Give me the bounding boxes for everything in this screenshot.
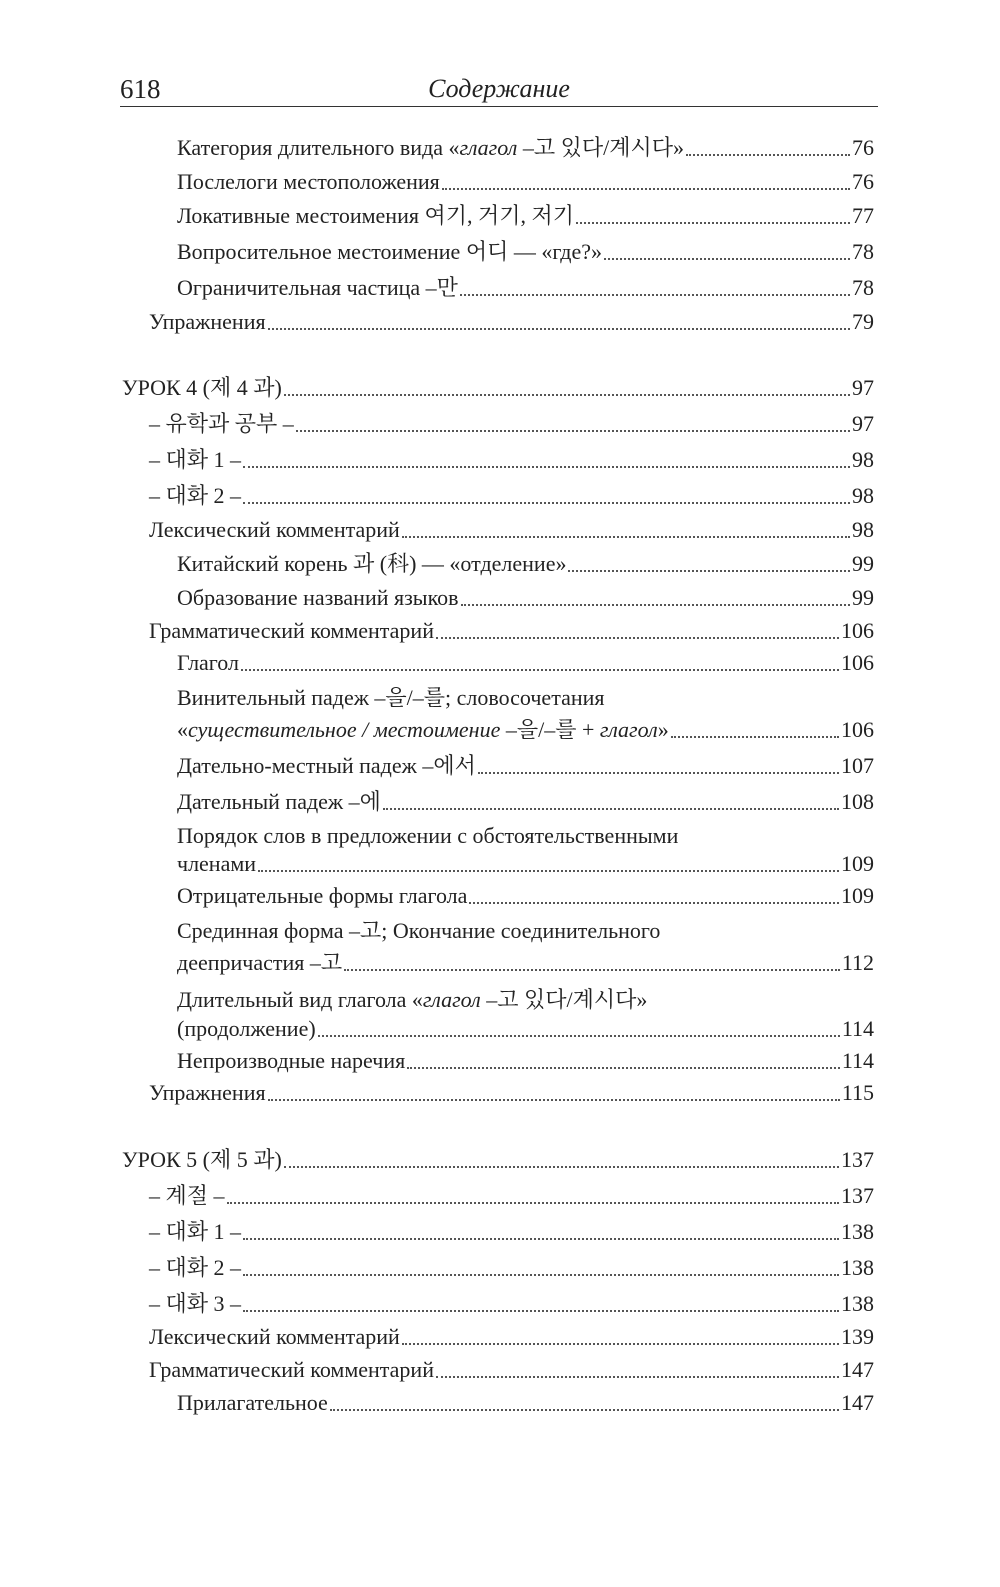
toc-entry-page: 78 <box>852 275 874 300</box>
toc-entry-title-line1[interactable]: Срединная форма –고; Окончание соединительного <box>177 918 661 943</box>
leader-dots <box>243 1309 839 1312</box>
toc-entry-page: 76 <box>852 169 874 194</box>
toc-entry-title: Вопросительное местоимение 어디 — «где?» <box>177 239 602 264</box>
toc-entry[interactable] <box>177 168 874 196</box>
leader-dots <box>227 1201 839 1204</box>
toc-entry-page: 109 <box>841 851 874 876</box>
toc-entry[interactable] <box>177 274 874 302</box>
leader-dots <box>284 1165 839 1168</box>
leader-dots <box>344 968 840 971</box>
toc-entry-title: Послелоги местоположения <box>177 169 440 194</box>
leader-dots <box>407 1066 840 1069</box>
toc-entry-page: 112 <box>841 950 874 975</box>
leader-dots <box>402 535 850 538</box>
toc-entry-page: 99 <box>852 585 874 610</box>
toc-entry-title: УРОК 5 (제 5 과) <box>122 1147 282 1172</box>
toc-entry-page: 79 <box>852 309 874 334</box>
leader-dots <box>461 603 850 606</box>
toc-entry-title-line1[interactable]: Порядок слов в предложении с обстоятельственными <box>177 823 679 848</box>
toc-entry-title: Китайский корень 과 (科) — «отделение» <box>177 551 567 576</box>
toc-entry-page: 76 <box>852 135 874 160</box>
toc-entry-title: членами <box>177 851 257 876</box>
toc-entry-title: Дательно-местный падеж –에서 <box>177 753 476 778</box>
toc-entry-page: 106 <box>841 717 874 742</box>
toc-entry-title-line1[interactable]: Длительный вид глагола «глагол –고 있다/계시다» <box>177 987 648 1012</box>
toc-entry-title: – 대화 3 – <box>149 1291 242 1316</box>
toc-entry-title: Прилагательное <box>177 1390 328 1415</box>
toc-entry-title: Упражнения <box>149 309 266 334</box>
toc-entry[interactable] <box>177 1389 874 1417</box>
toc-entry[interactable] <box>149 308 874 336</box>
leader-dots <box>243 465 850 468</box>
toc-entry[interactable] <box>149 516 874 544</box>
toc-entry-title: Упражнения <box>149 1080 266 1105</box>
toc-entry-title: Категория длительного вида «глагол –고 있다/계시다» <box>177 135 684 160</box>
running-title: Содержание <box>428 74 570 103</box>
toc-entry-title: Лексический комментарий <box>149 1324 400 1349</box>
toc-entry-title: УРОК 4 (제 4 과) <box>122 375 282 400</box>
toc-entry-title: «существительное / местоимение –을/–를 + глагол» <box>177 717 669 742</box>
leader-dots <box>258 869 839 872</box>
toc-entry[interactable] <box>149 1254 874 1282</box>
toc-entry[interactable] <box>177 788 874 816</box>
toc-entry-page: 147 <box>841 1390 874 1415</box>
leader-dots <box>604 257 850 260</box>
toc-entry-title: Грамматический комментарий <box>149 1357 434 1382</box>
leader-dots <box>436 636 839 639</box>
toc-entry-title: (продолжение) <box>177 1016 316 1041</box>
toc-entry-title: Локативные местоимения 여기, 거기, 저기 <box>177 203 574 228</box>
leader-dots <box>243 1237 839 1240</box>
toc-entry-title: – 대화 2 – <box>149 483 242 508</box>
toc-entry-title: – 유학과 공부 – <box>149 411 294 436</box>
toc-entry-title: – 대화 1 – <box>149 1219 242 1244</box>
toc-entry-title: Ограничительная частица –만 <box>177 275 458 300</box>
leader-dots <box>284 393 850 396</box>
leader-dots <box>436 1375 839 1378</box>
toc-entry[interactable] <box>149 482 874 510</box>
leader-dots <box>686 153 850 156</box>
leader-dots <box>318 1034 840 1037</box>
toc-entry[interactable] <box>177 584 874 612</box>
leader-dots <box>671 735 839 738</box>
toc-entry-page: 98 <box>852 517 874 542</box>
toc-entry-page: 108 <box>841 789 874 814</box>
toc-entry-title: Лексический комментарий <box>149 517 400 542</box>
toc-entry[interactable] <box>149 410 874 438</box>
toc-entry-page: 99 <box>852 551 874 576</box>
leader-dots <box>402 1342 839 1345</box>
toc-entry[interactable] <box>149 446 874 474</box>
leader-dots <box>469 901 839 904</box>
toc-entry-title: – 계절 – <box>149 1183 225 1208</box>
leader-dots <box>442 187 850 190</box>
toc-entry[interactable] <box>177 238 874 266</box>
toc-entry-title: Грамматический комментарий <box>149 618 434 643</box>
toc-entry-page: 78 <box>852 239 874 264</box>
toc-entry-page: 115 <box>841 1080 874 1105</box>
page-header <box>120 72 878 107</box>
toc-entry-page: 138 <box>841 1255 874 1280</box>
toc-entry[interactable] <box>177 1015 874 1043</box>
toc-entry[interactable] <box>177 716 874 744</box>
leader-dots <box>243 1273 839 1276</box>
leader-dots <box>241 668 839 671</box>
toc-entry-page: 137 <box>841 1183 874 1208</box>
toc-entry[interactable] <box>177 649 874 677</box>
leader-dots <box>383 807 839 810</box>
page-number: 618 <box>120 74 161 104</box>
toc-entry[interactable] <box>177 134 874 162</box>
leader-dots <box>330 1408 839 1411</box>
toc-entry-title: Отрицательные формы глагола <box>177 883 468 908</box>
toc-entry-page: 139 <box>841 1324 874 1349</box>
toc-entry-title-line1[interactable]: Винительный падеж –을/–를; словосочетания <box>177 685 605 710</box>
toc-entry[interactable] <box>177 882 874 910</box>
toc-entry-title: – 대화 2 – <box>149 1255 242 1280</box>
toc-entry[interactable] <box>177 949 874 977</box>
toc-entry-title: Образование названий языков <box>177 585 459 610</box>
toc-entry-page: 109 <box>841 883 874 908</box>
toc-entry-title: деепричастия –고 <box>177 950 343 975</box>
toc-entry-page: 107 <box>841 753 874 778</box>
toc-entry-page: 98 <box>852 447 874 472</box>
toc-entry-title: Глагол <box>177 650 239 675</box>
toc-entry-page: 138 <box>841 1219 874 1244</box>
toc-entry-page: 137 <box>841 1147 874 1172</box>
toc-entry-page: 138 <box>841 1291 874 1316</box>
toc-entry-title: – 대화 1 – <box>149 447 242 472</box>
toc-entry[interactable] <box>149 1218 874 1246</box>
toc-entry[interactable] <box>149 1323 874 1351</box>
toc-entry-page: 98 <box>852 483 874 508</box>
leader-dots <box>460 293 850 296</box>
leader-dots <box>268 1098 840 1101</box>
leader-dots <box>296 429 850 432</box>
toc-entry-page: 77 <box>852 203 874 228</box>
leader-dots <box>243 501 850 504</box>
toc-entry[interactable] <box>149 1182 874 1210</box>
toc-entry-title: Непроизводные наречия <box>177 1048 406 1073</box>
toc-lesson-entry[interactable] <box>122 1146 874 1174</box>
leader-dots <box>576 221 850 224</box>
leader-dots <box>568 569 850 572</box>
toc-entry[interactable] <box>149 1079 874 1107</box>
toc-entry-title: Дательный падеж –에 <box>177 789 381 814</box>
leader-dots <box>268 327 850 330</box>
toc-entry[interactable] <box>177 1047 874 1075</box>
toc-entry[interactable] <box>149 1356 874 1384</box>
toc-entry-page: 97 <box>852 411 874 436</box>
toc-entry[interactable] <box>177 550 874 578</box>
toc-entry[interactable] <box>177 850 874 878</box>
toc-entry[interactable] <box>177 752 874 780</box>
toc-entry-page: 147 <box>841 1357 874 1382</box>
toc-entry-page: 106 <box>841 618 874 643</box>
toc-entry-page: 97 <box>852 375 874 400</box>
toc-entry[interactable] <box>177 202 874 230</box>
toc-entry[interactable] <box>149 1290 874 1318</box>
toc-entry-page: 106 <box>841 650 874 675</box>
toc-lesson-entry[interactable] <box>122 374 874 402</box>
leader-dots <box>478 771 839 774</box>
toc-entry[interactable] <box>149 617 874 645</box>
toc-entry-page: 114 <box>841 1016 874 1041</box>
toc-entry-page: 114 <box>841 1048 874 1073</box>
